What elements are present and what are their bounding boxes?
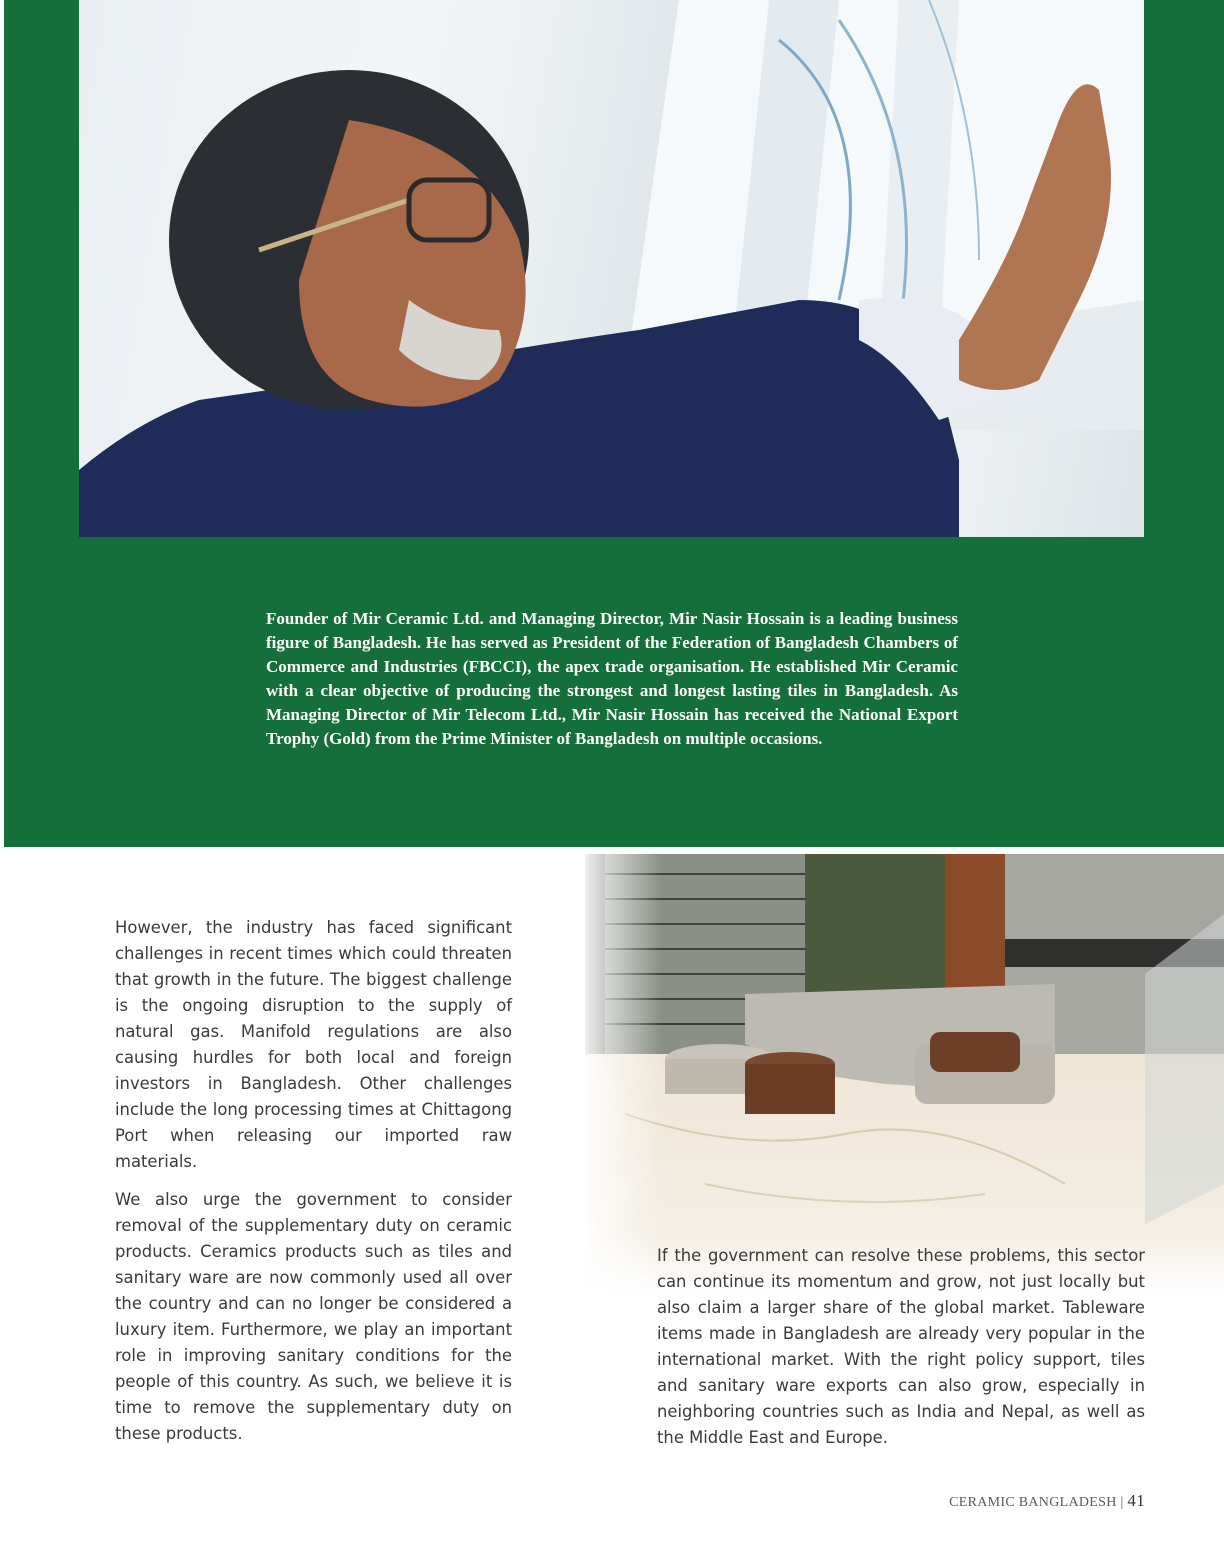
portrait-photo bbox=[79, 0, 1144, 537]
article-left-column bbox=[115, 915, 512, 1459]
living-room-tiles-photo bbox=[585, 854, 1224, 1294]
portrait-illustration bbox=[79, 0, 1144, 537]
biography-text: Founder of Mir Ceramic Ltd. and Managing Director, Mir Nasir Hossain is a leading business figure of Bangladesh. He has served as President of the Federation of Bangladesh Chambers of Commerce and Industries (FBCCI), the apex trade organisation. He established Mir Ceramic with a clear objective of producing the strongest and longest lasting tiles in Bangladesh. As Managing Director of Mir Telecom Ltd., Mir Nasir Hossain has received the National Export Trophy (Gold) from the Prime Minister of Bangladesh on multiple occasions. bbox=[266, 609, 958, 748]
page-footer bbox=[949, 1491, 1145, 1511]
article-right-column bbox=[657, 1243, 1145, 1463]
footer-separator: | bbox=[1120, 1495, 1124, 1510]
publication-name: CERAMIC BANGLADESH bbox=[949, 1495, 1117, 1510]
paragraph-export-potential: If the government can resolve these problems, this sector can continue its momentum and grow, not just locally but also claim a larger share of the global market. Tableware items made in Bangladesh are already very popular in the international market. With the right policy support, tiles and sanitary ware exports can also grow, especially in neighboring countries such as India and Nepal, as well as the Middle East and Europe. bbox=[657, 1246, 1145, 1447]
page-number: 41 bbox=[1127, 1491, 1145, 1510]
living-room-illustration bbox=[585, 854, 1224, 1294]
paragraph-supplementary-duty: We also urge the government to consider removal of the supplementary duty on ceramic products. Ceramics products such as tiles and sanitary ware are now commonly used all over the country and can no longer be considered a luxury item. Furthermore, we play an important role in improving sanitary conditions for the people of this country. As such, we believe it is time to remove the supplementary duty on these products. bbox=[115, 1190, 512, 1443]
paragraph-challenges: However, the industry has faced significant challenges in recent times which could threaten that growth in the future. The biggest challenge is the ongoing disruption to the supply of natural gas. Manifold regulations are also causing hurdles for both local and foreign investors in Bangladesh. Other challenges include the long processing times at Chittagong Port when releasing our imported raw materials. bbox=[115, 918, 512, 1171]
